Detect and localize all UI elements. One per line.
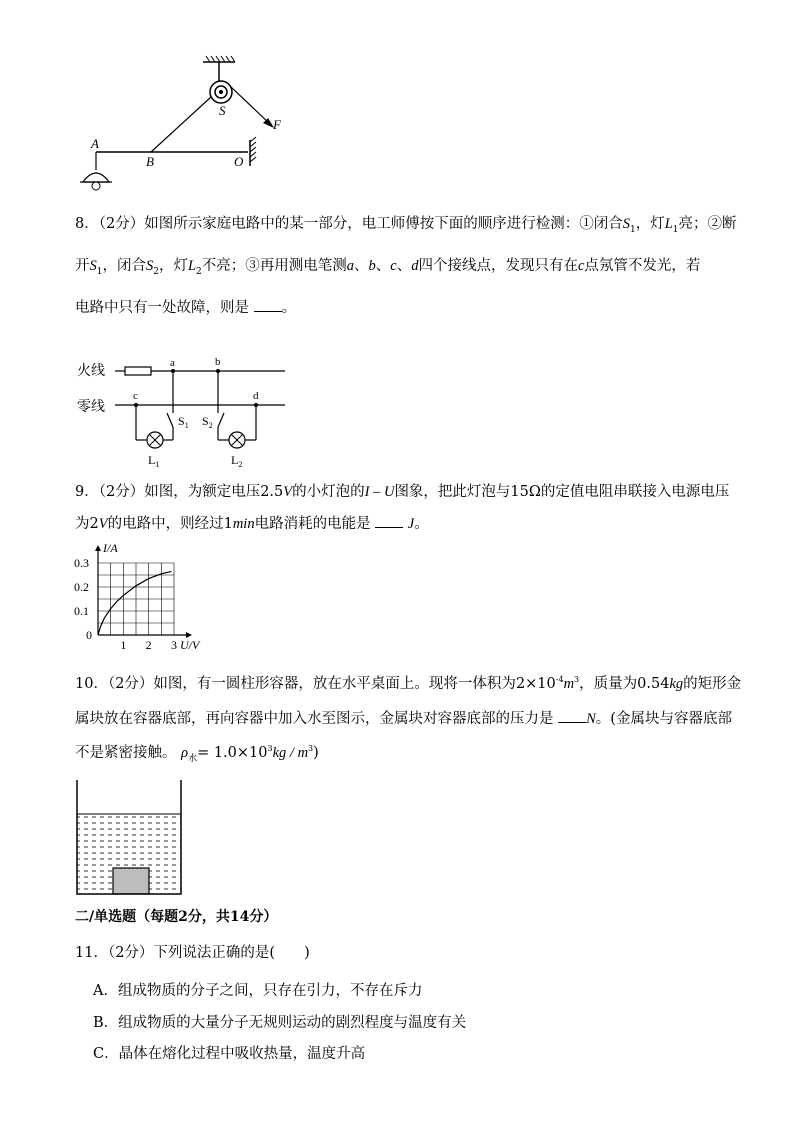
q10-line-1	[75, 672, 741, 693]
q9-text: 为	[75, 516, 90, 532]
q11-stem: 11．（2分）下列说法正确的是( )	[75, 945, 310, 961]
x-tick-label: 1	[120, 638, 127, 652]
answer-blank[interactable]	[254, 299, 282, 312]
q10-vol-unit-exp: 3	[574, 675, 580, 685]
q10-text: 属块放在容器底部，再向容器中加入水至图示，金属块对容器底部的压力是	[75, 711, 554, 727]
q8-text: 点氖管不发光，若	[584, 258, 701, 274]
q10-text: 10．（2分）如图，有一圆柱形容器，放在水平桌面上。现将一体积为	[75, 676, 516, 692]
q8-line-2	[75, 254, 700, 277]
q9-text: 9．（2分）如图，为额定电压	[75, 484, 261, 500]
q10-text: 不是紧密接触。	[75, 745, 177, 761]
q8-l2-sub: 2	[196, 266, 202, 277]
q8-text: ，闭合	[102, 258, 146, 274]
y-axis-arrow	[95, 545, 101, 551]
q9-text: 图象，把此灯泡与15Ω的定值电阻串联接入电源电压	[394, 484, 730, 500]
series-line	[98, 571, 172, 635]
node-d: d	[253, 390, 259, 402]
y-tick-label: 0.3	[74, 556, 89, 570]
y-axis-label: I/A	[103, 541, 118, 555]
s2-sub: 2	[208, 421, 213, 430]
answer-blank[interactable]	[558, 710, 586, 723]
section-heading: 二/单选题（每题2分，共14分）	[75, 909, 278, 925]
q10-text: 的矩形金	[683, 676, 742, 692]
s1-label: S	[178, 414, 185, 428]
live-wire-label: 火线	[77, 364, 105, 379]
q9-line-2	[75, 512, 429, 533]
q10-text: 。(金属块与容器底部	[595, 711, 732, 727]
q9-unit: V	[98, 516, 108, 532]
q9-text: 。	[414, 516, 429, 532]
y-tick-label: 0.2	[74, 580, 89, 594]
q9-time: 1	[223, 516, 233, 532]
q9-iu: I – U	[364, 484, 395, 500]
q10-line-2	[75, 707, 732, 728]
q9-voltage: 2.5	[260, 484, 284, 500]
q8-s1b: S	[89, 258, 97, 274]
x-tick-label: 3	[171, 638, 177, 652]
origin-label: 0	[86, 628, 92, 642]
label-S: S	[219, 103, 226, 118]
q8-s1-sub: 1	[629, 224, 636, 235]
label-F: F	[273, 117, 281, 132]
q8-s1: S	[622, 216, 630, 232]
s2-label: S	[202, 414, 209, 428]
q8-text: ，灯	[635, 216, 665, 232]
container-figure	[75, 778, 185, 898]
q10-rho-unit-exp: 3	[308, 744, 314, 754]
q9-voltage2: 2	[89, 516, 99, 532]
q10-text: )	[313, 745, 319, 761]
q8-line-3	[75, 296, 296, 317]
q8-text: 四个接线点，发现只有在	[418, 258, 578, 274]
q9-text: 的电路中，则经过	[107, 516, 224, 532]
q10-line-3	[75, 741, 319, 764]
circuit-figure	[75, 355, 295, 470]
q8-sep: 、	[396, 258, 412, 274]
q8-text: 开	[75, 258, 90, 274]
q8-l2: L	[187, 258, 197, 274]
q9-J: J	[407, 516, 415, 532]
q8-text: 8．（2分）如图所示家庭电路中的某一部分，电工师傅按下面的顺序进行检测：①闭合	[75, 216, 623, 232]
q8-text: 。	[281, 300, 297, 316]
q10-vol-unit: m	[563, 676, 575, 692]
node-c: c	[133, 390, 138, 402]
q11-option-b[interactable]: B．组成物质的大量分子无规则运动的剧烈程度与温度有关	[93, 1015, 467, 1031]
q10-volume: 2×10	[515, 676, 556, 692]
q10-vol-exp: -4	[555, 675, 564, 685]
q8-s2: S	[145, 258, 154, 274]
s1-sub: 1	[184, 421, 189, 430]
q10-kg: kg	[669, 676, 684, 692]
label-A: A	[91, 136, 99, 151]
q10-rho-sub: 水	[188, 753, 198, 764]
label-B: B	[146, 154, 154, 169]
q8-line-1	[75, 212, 737, 235]
l2-label: L	[231, 453, 239, 467]
x-axis-label: U/V	[180, 638, 200, 652]
q8-text: 亮；②断	[678, 216, 737, 232]
answer-blank[interactable]	[375, 515, 403, 528]
q8-text: ，灯	[158, 258, 188, 274]
svg-text:L2	[231, 453, 242, 469]
svg-text:L1	[148, 453, 159, 469]
q8-sep: 、	[375, 258, 391, 274]
q8-text: 电路中只有一处故障，则是	[75, 300, 249, 316]
iu-chart	[72, 540, 212, 655]
q8-l1: L	[664, 216, 673, 232]
q10-rho-eq: = 1.0×10	[197, 745, 268, 761]
q11-option-c[interactable]: C．晶体在熔化过程中吸收热量，温度升高	[93, 1046, 366, 1062]
q8-text: 不亮；③再用测电笔测	[201, 258, 347, 274]
q8-d: d	[411, 258, 419, 274]
q9-min: min	[232, 516, 255, 532]
q9-text: 的小灯泡的	[292, 484, 365, 500]
svg-text:S1	[178, 414, 189, 430]
q10-rho-exp: 3	[267, 744, 273, 754]
x-tick-label: 2	[145, 638, 152, 652]
l1-label: L	[148, 453, 156, 467]
lever-pulley-figure	[70, 52, 290, 197]
neutral-wire-label: 零线	[77, 400, 105, 415]
q10-text: ，质量为0.54	[579, 676, 670, 692]
node-b: b	[215, 356, 221, 368]
q10-rho-unit: kg / m	[272, 745, 309, 761]
q10-N: N	[586, 711, 596, 727]
q8-sep: 、	[354, 258, 369, 274]
node-a: a	[170, 357, 175, 369]
l2-sub: 2	[238, 460, 243, 469]
y-tick-label: 0.1	[74, 604, 89, 618]
q8-b: b	[368, 258, 376, 274]
l1-sub: 1	[155, 460, 160, 469]
q8-c: c	[390, 258, 397, 274]
label-O: O	[234, 154, 244, 169]
q11-option-a[interactable]: A．组成物质的分子之间，只存在引力，不存在斥力	[93, 983, 423, 999]
q8-s1b-sub: 1	[96, 266, 103, 277]
q9-unit: V	[283, 484, 293, 500]
svg-text:S2	[202, 414, 213, 430]
q8-a: a	[346, 258, 355, 274]
q8-c2: c	[577, 258, 585, 274]
q8-l1-sub: 1	[672, 224, 679, 235]
q8-s2-sub: 2	[153, 266, 159, 277]
q9-text: 电路消耗的电能是	[254, 516, 371, 532]
q9-line-1	[75, 480, 729, 501]
q10-rho: ρ	[181, 745, 189, 761]
